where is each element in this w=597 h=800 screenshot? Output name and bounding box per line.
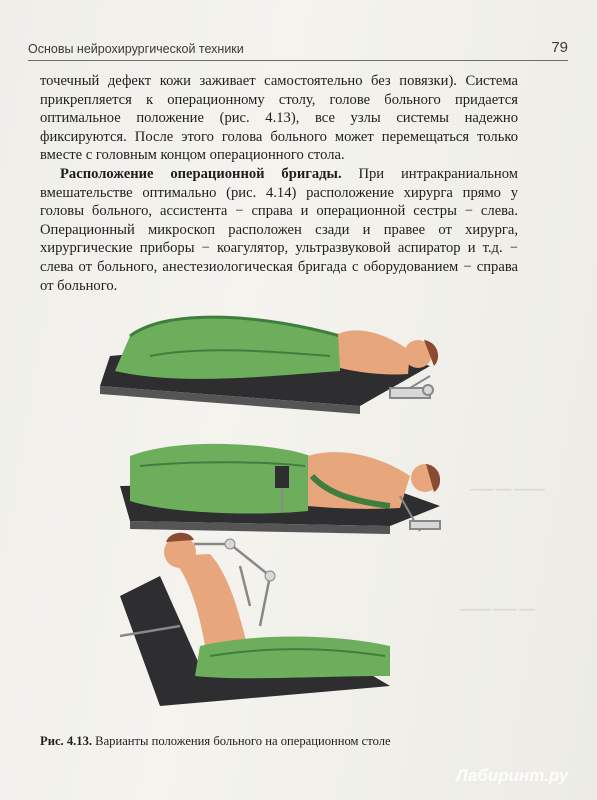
bleed-through-text: ▁▁▁▁ ▁▁▁ ▁▁	[460, 600, 535, 611]
labirint-watermark: Лабиринт.ру	[456, 766, 569, 785]
paragraph-2-heading: Расположение операционной бригады.	[60, 165, 342, 182]
page-number: 79	[551, 39, 568, 56]
page-header	[28, 34, 568, 61]
patient-positions-figure	[90, 296, 540, 716]
patient-supine-illustration	[100, 317, 438, 414]
caption-label: Рис. 4.13.	[40, 734, 93, 748]
bleed-through-text: ▁▁▁ ▁▁ ▁▁▁▁	[470, 480, 545, 491]
caption-text: Варианты положения больного на операционном столе	[92, 734, 391, 748]
paragraph-1: точечный дефект кожи заживает самостоятельно без повязки). Система прикрепляется к операционному столу, голове больного придается оптимальное положение (рис. 4.13), все узлы системы надежно фиксируются. После этого голова больного может перемещаться только вместе с головным концом операционного стола.	[40, 73, 518, 164]
patient-lateral-illustration	[120, 444, 440, 534]
patient-sitting-illustration	[120, 533, 390, 706]
figure-caption	[40, 734, 540, 749]
running-title: Основы нейрохирургической техники	[28, 42, 244, 56]
paragraph-2-body: При интракраниальном вмешательстве оптимально (рис. 4.14) расположение хирурга прямо у головы больного, ассистента − справа и операционной сестры − слева. Операционный микроскоп расположен сзади и правее от хирурга, хирургические приборы − коагулятор, ультразвуковой аспиратор и т.д. − слева от больного, анестезиологическая бригада с оборудованием − справа от больного.	[40, 165, 518, 294]
body-text	[40, 72, 518, 295]
paragraph-2	[40, 165, 518, 295]
